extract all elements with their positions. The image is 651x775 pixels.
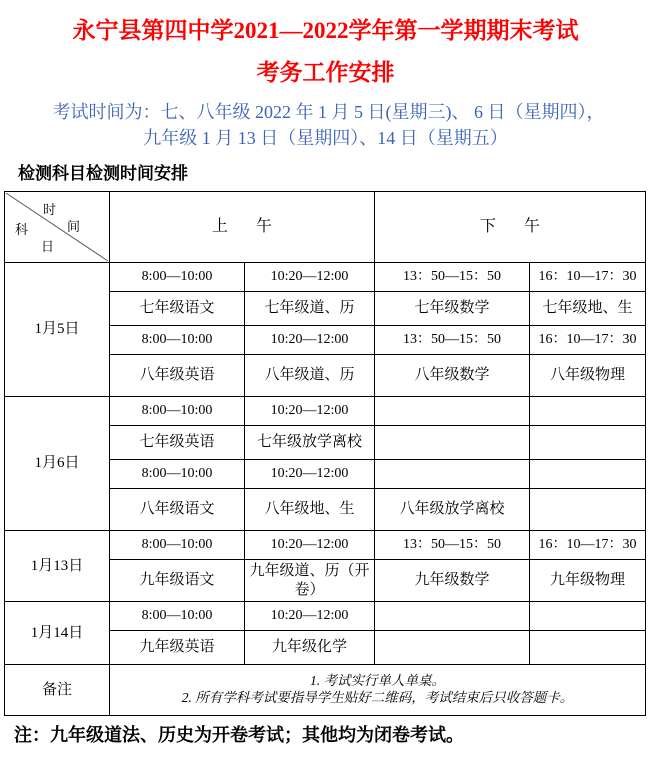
date-cell: 1月5日 [5, 263, 110, 397]
corner-label-subject: 科 [15, 222, 29, 238]
table-row [5, 531, 646, 560]
subject-cell: 七年级道、历 [245, 292, 375, 326]
page-title-main: 永宁县第四中学2021—2022学年第一学期期末考试 [72, 18, 579, 43]
header-corner-cell [5, 192, 110, 263]
section-heading: 检测科目检测时间安排 [18, 164, 188, 184]
empty-cell [375, 631, 530, 665]
table-row [5, 397, 646, 426]
subject-cell: 八年级地、生 [245, 489, 375, 531]
empty-cell [530, 489, 646, 531]
subject-cell: 九年级语文 [110, 560, 245, 602]
time-slot-cell: 16：10—17：30 [530, 531, 646, 560]
subject-cell: 七年级数学 [375, 292, 530, 326]
remarks-line: 1. 考试实行单人单桌。 [310, 673, 446, 689]
time-slot-cell: 8:00—10:00 [110, 397, 245, 426]
time-slot-cell: 10:20—12:00 [245, 460, 375, 489]
date-cell: 1月6日 [5, 397, 110, 531]
subject-cell: 七年级地、生 [530, 292, 646, 326]
subject-cell: 七年级英语 [110, 426, 245, 460]
empty-cell [375, 426, 530, 460]
time-slot-cell: 8:00—10:00 [110, 263, 245, 292]
subject-cell: 九年级英语 [110, 631, 245, 665]
remarks-label: 备注 [5, 665, 110, 716]
subject-cell: 八年级道、历 [245, 355, 375, 397]
remarks-row [5, 665, 646, 716]
remarks-body [110, 665, 646, 716]
exam-time-notice [0, 86, 651, 151]
header-morning: 上 午 [110, 192, 375, 263]
footer-note: 注：九年级道法、历史为开卷考试；其他均为闭卷考试。 [14, 725, 464, 746]
remarks-line: 2. 所有学科考试要指导学生贴好二维码，考试结束后只收答题卡。 [181, 690, 574, 706]
time-slot-cell: 16：10—17：30 [530, 326, 646, 355]
subject-cell: 九年级道、历（开卷） [245, 560, 375, 602]
time-slot-cell: 10:20—12:00 [245, 326, 375, 355]
time-slot-cell: 10:20—12:00 [245, 602, 375, 631]
empty-cell [375, 602, 530, 631]
time-slot-cell: 8:00—10:00 [110, 602, 245, 631]
subject-cell: 八年级放学离校 [375, 489, 530, 531]
date-cell: 1月14日 [5, 602, 110, 665]
subject-cell: 九年级数学 [375, 560, 530, 602]
exam-time-line-2: 九年级 1 月 13 日（星期四）、14 日（星期五） [143, 128, 508, 149]
table-row [5, 263, 646, 292]
time-slot-cell: 10:20—12:00 [245, 531, 375, 560]
schedule-table-wrapper [0, 191, 651, 716]
header-afternoon: 下 午 [375, 192, 646, 263]
time-slot-cell: 8:00—10:00 [110, 531, 245, 560]
corner-label-date: 日 [41, 239, 55, 255]
corner-label-time-2: 间 [67, 219, 81, 235]
time-slot-cell: 10:20—12:00 [245, 397, 375, 426]
table-header-row [5, 192, 646, 263]
corner-label-time-1: 时 [43, 202, 57, 218]
empty-cell [530, 397, 646, 426]
time-slot-cell: 13：50—15：50 [375, 263, 530, 292]
subject-cell: 八年级语文 [110, 489, 245, 531]
subject-cell: 九年级物理 [530, 560, 646, 602]
empty-cell [530, 426, 646, 460]
subject-cell: 八年级数学 [375, 355, 530, 397]
page-title-sub: 考务工作安排 [256, 59, 395, 85]
time-slot-cell: 13：50—15：50 [375, 326, 530, 355]
time-slot-cell: 10:20—12:00 [245, 263, 375, 292]
empty-cell [375, 397, 530, 426]
time-slot-cell: 13：50—15：50 [375, 531, 530, 560]
empty-cell [530, 602, 646, 631]
subject-cell: 七年级放学离校 [245, 426, 375, 460]
empty-cell [530, 631, 646, 665]
subject-cell: 八年级英语 [110, 355, 245, 397]
schedule-table [4, 191, 646, 716]
date-cell: 1月13日 [5, 531, 110, 602]
time-slot-cell: 8:00—10:00 [110, 326, 245, 355]
table-row [5, 602, 646, 631]
subject-cell: 八年级物理 [530, 355, 646, 397]
empty-cell [530, 460, 646, 489]
time-slot-cell: 16：10—17：30 [530, 263, 646, 292]
empty-cell [375, 460, 530, 489]
subject-cell: 七年级语文 [110, 292, 245, 326]
time-slot-cell: 8:00—10:00 [110, 460, 245, 489]
exam-time-line-1: 考试时间为：七、八年级 2022 年 1 月 5 日(星期三)、 6 日（星期四）， [52, 102, 605, 123]
subject-cell: 九年级化学 [245, 631, 375, 665]
